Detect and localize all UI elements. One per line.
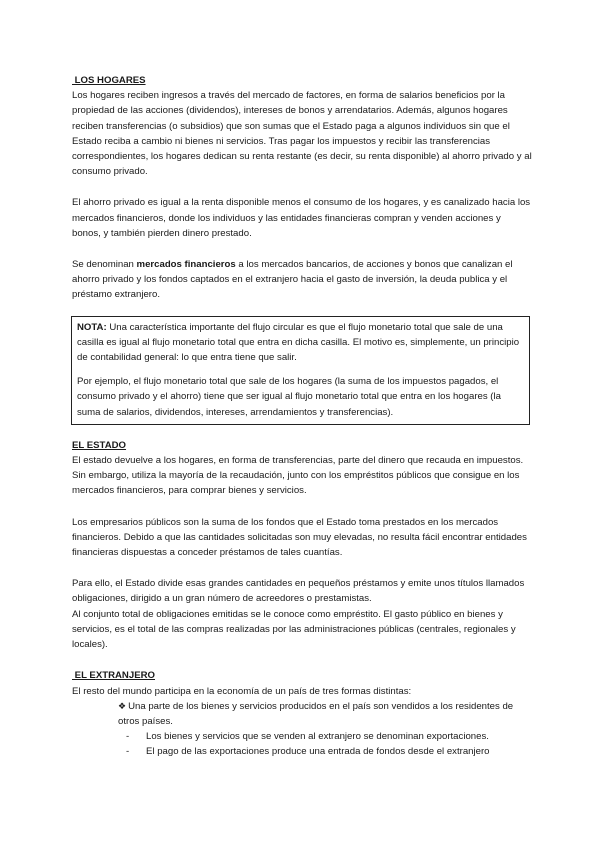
note-paragraph-1 [77,320,523,366]
note-label: NOTA: [77,321,107,333]
note-box [71,316,530,425]
paragraph-estado-1: El estado devuelve a los hogares, en forma de transferencias, parte del dinero que recauda en impuestos. Sin embargo, utiliza la mayoría de la recaudación, junto con los empréstitos públicos que consigue en los mercados financieros, para comprar bienes y servicios. [72,455,524,497]
note-paragraph-2: Por ejemplo, el flujo monetario total que sale de los hogares (la suma de los impuestos pagados, el consumo privado y el ahorro) tiene que ser igual al flujo monetario total que entra en los hogares (la suma de salarios, dividendos, intereses, arrendamientos y transferencias). [77,376,501,418]
paragraph-extranjero-intro: El resto del mundo participa en la economía de un país de tres formas distintas: [72,685,412,697]
section-heading-hogares: LOS HOGARES [72,75,146,86]
paragraph-estado-3: Para ello, el Estado divide esas grandes cantidades en pequeños préstamos y emite unos títulos llamados obligaciones, dirigido a un gran número de acreedores o prestamistas. [72,578,525,605]
term-mercados-financieros: mercados financieros [136,259,236,271]
list-item-text: Los bienes y servicios que se venden al extranjero se denominan exportaciones. [146,731,489,743]
section-heading-extranjero: EL EXTRANJERO [72,670,155,682]
paragraph-hogares-3 [72,257,532,303]
dash-marker: - [126,746,130,758]
list-item-text: El pago de las exportaciones produce una entrada de fondos desde el extranjero [146,746,490,758]
bullet-item-text: Una parte de los bienes y servicios producidos en el país son vendidos a los residentes de otros países. [118,700,514,727]
note-text-1: Una característica importante del flujo circular es que el flujo monetario total que sale de una casilla es igual al flujo monetario total que entra en dicha casilla. El motivo es, simplemente, un principio de contabilidad general: lo que entra tiene que salir. [77,321,520,364]
section-heading-estado: EL ESTADO [72,439,127,451]
list-item [122,744,532,759]
paragraph-hogares-2: El ahorro privado es igual a la renta disponible menos el consumo de los hogares, y es canalizado hacia los mercados financieros, donde los individuos y las entidades financieras compran y venden acciones y bonos, y también pierden dinero prestado. [72,197,531,239]
dash-list [122,729,532,759]
dash-marker: - [126,731,130,743]
paragraph-hogares-1: Los hogares reciben ingresos a través del mercado de factores, en forma de salarios beneficios por la propiedad de las acciones (dividendos), intereses de bonos y arrendatarios. Además, algunos hogares reciben transferencias (o subsidios) que son sumas que el Estado paga a algunos individuos sin que el Estado reciba a cambio ni bienes ni servicios. Tras pagar los impuestos y recibir las transferencias correspondientes, los hogares dedican su renta restante (es decir, su renta disponible) al ahorro privado y al consumo privado. [72,90,532,178]
paragraph-hogares-3-post: a los mercados bancarios, de acciones y bonos que canalizan el ahorro privado y los fondos captados en el extranjero hacia el gasto de inversión, la deuda publica y el préstamo extranjero. [72,259,513,301]
document-page [72,73,532,760]
paragraph-estado-2: Los empresarios públicos son la suma de los fondos que el Estado toma prestados en los mercados financieros. Debido a que las cantidades solicitadas son muy elevadas, no resulta fácil encontrar entidades financieras dispuestas a conceder préstamos de tales cuantías. [72,516,527,559]
paragraph-hogares-3-pre: Se denominan [72,259,137,271]
paragraph-estado-4: Al conjunto total de obligaciones emitidas se le conoce como empréstito. El gasto público en bienes y servicios, es el total de las compras realizadas por las administraciones públicas (centrales, regionales y locales). [72,608,516,651]
bullet-item [118,699,532,729]
list-item [122,729,532,744]
diamond-bullet-icon: ❖ [118,700,127,711]
